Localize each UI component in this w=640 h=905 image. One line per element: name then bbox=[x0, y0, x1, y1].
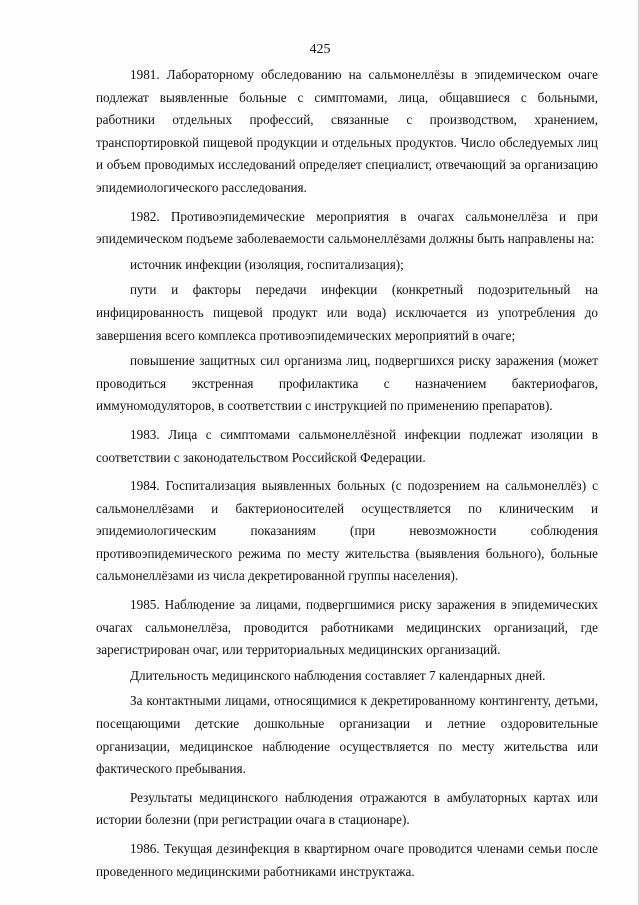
page-number: 425 bbox=[309, 42, 331, 57]
paragraph-observation-duration: Длительность медицинского наблюдения составляет 7 календарных дней. bbox=[130, 667, 546, 683]
paragraph-1982: 1982. Противоэпидемические мероприятия в очагах сальмонеллёза и при эпидемическом подъеме заболеваемости сальмонеллёзами должны быть направлены на: bbox=[96, 208, 598, 247]
paragraph-observation-results: Результаты медицинского наблюдения отражаются в амбулаторных картах или истории болезни (при регистрации очага в стационаре). bbox=[96, 789, 598, 828]
paragraph-transmission-routes: пути и факторы передачи инфекции (конкретный подозрительный на инфицированность пищевой продукт или вода) исключается из употребления до завершения всего комплекса противоэпидемических мероприятий в очаге; bbox=[96, 282, 598, 343]
paragraph-contact-persons: За контактными лицами, относящимися к декретированному контингенту, детьми, посещающими детские дошкольные организации и летние оздоровительные организации, медицинское наблюдение осуществляется по месту жительства или фактического пребывания. bbox=[96, 693, 598, 777]
paragraph-1981: 1981. Лабораторному обследованию на сальмонеллёзы в эпидемическом очаге подлежат выявленные больные с симптомами, лица, общавшиеся с больными, работники отдельных профессий, связанные с производством, хранением, транспортировкой пищевой продукции и отдельных продуктов. Число обследуемых лиц и объем проводимых исследований определяет специалист, отвечающий за организацию эпидемиологического расследования. bbox=[96, 67, 598, 195]
paragraph-1986: 1986. Текущая дезинфекция в квартирном очаге проводится членами семьи после проведенного медицинскими работниками инструктажа. bbox=[96, 841, 598, 879]
document-body bbox=[96, 64, 598, 886]
paragraph-infection-source: источник инфекции (изоляция, госпитализация); bbox=[130, 256, 404, 272]
paragraph-1984: 1984. Госпитализация выявленных больных (с подозрением на сальмонеллёз) с сальмонеллёзами и бактерионосителей осуществляется по клиническим и эпидемиологическим показаниям (при невозможности соблюдения противоэпидемического режима по месту жительства (выявления больного), больные сальмонеллёзами из числа декретированной группы населения). bbox=[96, 478, 598, 584]
paragraph-immunity: повышение защитных сил организма лиц, подвергшихся риску заражения (может проводиться экстренная профилактика с назначением бактериофагов, иммуномодуляторов, в соответствии с инструкцией по применению препаратов). bbox=[96, 353, 598, 414]
paragraph-1983: 1983. Лица с симптомами сальмонеллёзной инфекции подлежат изоляции в соответствии с законодательством Российской Федерации. bbox=[96, 426, 598, 465]
paragraph-1985: 1985. Наблюдение за лицами, подвергшимися риску заражения в эпидемических очагах сальмонеллёза, проводится работниками медицинских организаций, где зарегистрирован очаг, или территориальных медицинских организаций. bbox=[96, 597, 598, 658]
